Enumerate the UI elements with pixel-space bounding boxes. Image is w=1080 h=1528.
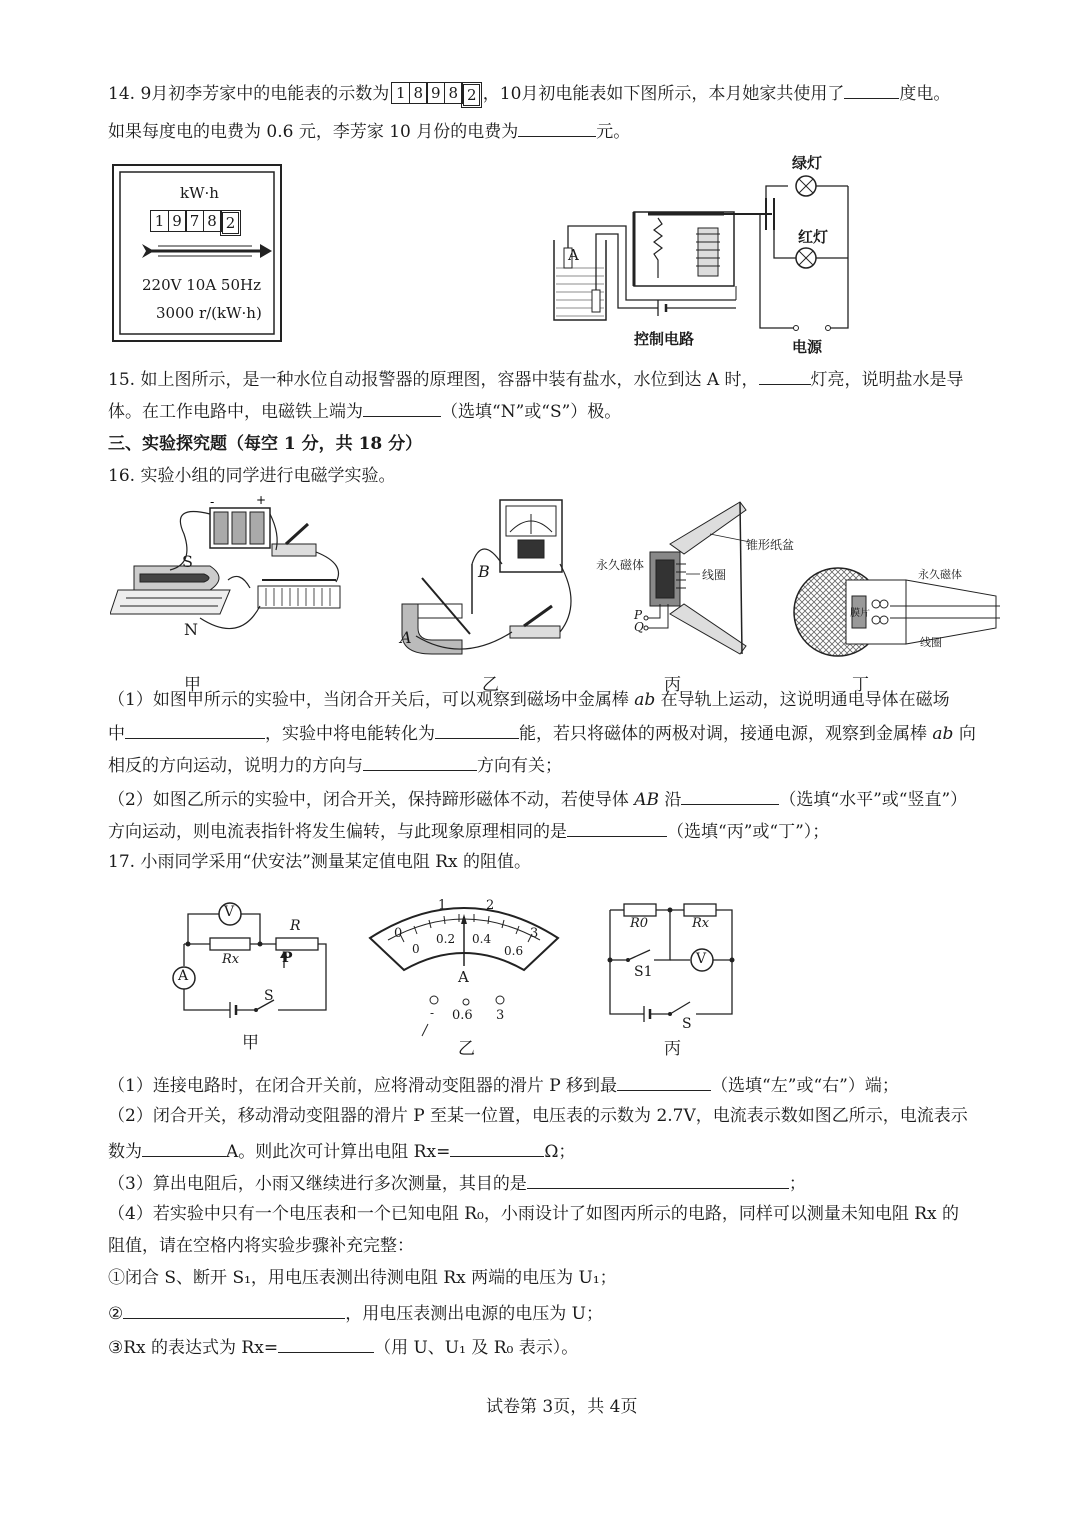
q17-label-jia: 甲 (242, 1033, 259, 1053)
yi-label-b: B (478, 562, 490, 581)
q17-blank-6[interactable] (278, 1334, 374, 1353)
q16-blank-2[interactable] (435, 720, 519, 739)
q17-blank-2[interactable] (142, 1138, 226, 1157)
q17-p1 (108, 1072, 899, 1098)
q14-line2 (108, 118, 630, 144)
q15-blank-lamp[interactable] (759, 366, 811, 385)
fig-label-jia: 甲 (184, 675, 201, 695)
q17-step1: ①闭合 S、断开 S₁，用电压表测出待测电阻 Rx 两端的电压为 U₁； (108, 1268, 617, 1288)
q17-p3-text-b: ； (788, 1174, 806, 1194)
fig-bing-speaker (590, 494, 795, 664)
q14-line1 (108, 80, 950, 108)
q17-p3 (108, 1170, 806, 1196)
q16-p2-line2 (108, 818, 829, 844)
fig-jia-rail-motor (110, 494, 360, 664)
q15-text-a: 15. 如上图所示，是一种水位自动报警器的原理图，容器中装有盐水，水位到达 A 时， (108, 370, 759, 390)
svg-text:-: - (210, 495, 215, 509)
jia-label-n: N (184, 620, 198, 639)
section-title-3: 三、实验探究题（每空 1 分，共 18 分） (108, 434, 423, 454)
q17-p2-line2 (108, 1138, 575, 1164)
q17-blank-4[interactable] (527, 1170, 789, 1189)
q17-p1-text: （1）连接电路时，在闭合开关前，应将滑动变阻器的滑片 P 移到最 (108, 1076, 618, 1096)
sep-digit: 8 (444, 82, 463, 104)
q16-p1-text-f: 向 (953, 724, 976, 744)
dial-unit: A (458, 968, 469, 986)
water-alarm-figure (548, 150, 868, 355)
q17-p4-line1: （4）若实验中只有一个电压表和一个已知电阻 R₀，小雨设计了如图丙所示的电路，同样可以测量未知电阻 Rx 的 (108, 1204, 960, 1224)
q16-blank-1[interactable] (125, 720, 265, 739)
q16-p2-text-e: （选填“丙”或“丁”）； (667, 822, 830, 842)
fig-label-ding: 丁 (852, 675, 869, 695)
q17-step3-text: ③Rx 的表达式为 Rx= (108, 1338, 279, 1358)
q17-p3-text: （3）算出电阻后，小雨又继续进行多次测量，其目的是 (108, 1174, 527, 1194)
q15-blank-pole[interactable] (363, 398, 441, 417)
q17-bing-s1-label: S1 (634, 964, 653, 980)
alarm-label-power: 电源 (792, 338, 823, 356)
q17-label-bing: 丙 (664, 1039, 681, 1059)
q17-jia-p-label: P (282, 950, 293, 966)
q17-jia-voltmeter-label: V (224, 904, 235, 920)
q17-bing-voltmeter-label: V (696, 951, 707, 967)
meter-digit: 9 (168, 210, 187, 232)
sep-digit: 8 (409, 82, 428, 104)
q16-p2-text-d: 方向运动，则电流表指针将发生偏转，与此现象原理相同的是 (108, 822, 567, 842)
q17-blank-5[interactable] (123, 1300, 345, 1319)
q17-bing-diagram (604, 896, 744, 1032)
q17-label-yi: 乙 (458, 1039, 475, 1059)
q17-p2-text-b: A。则此次可计算出电阻 Rx= (226, 1142, 451, 1162)
q16-p2-text-c: （选填“水平”或“竖直”） (779, 790, 968, 810)
q16-p2-text-b: 沿 (659, 790, 682, 810)
q17-blank-3[interactable] (450, 1138, 544, 1157)
q16-p1-text-b: 在导轨上运动，这说明通电导体在磁场 (655, 690, 950, 710)
sep-digit-decimal: 2 (461, 82, 482, 108)
q15-text-c: 体。在工作电路中，电磁铁上端为 (108, 402, 363, 422)
dial-bottom-3: 0.6 (504, 944, 524, 958)
sep-digit: 1 (391, 82, 410, 104)
q16-AB: AB (634, 790, 659, 810)
q17-jia-diagram (166, 896, 336, 1026)
q17-jia-r-label: R (290, 918, 301, 934)
yi-label-a: A (400, 628, 412, 647)
energy-meter-figure (112, 164, 282, 344)
fig-bing-diagram (590, 494, 790, 664)
q16-ab: ab (634, 690, 656, 710)
q15-text-b: 灯亮，说明盐水是导 (810, 370, 964, 390)
q16-p1-text-g: 相反的方向运动，说明力的方向与 (108, 756, 363, 776)
q17-step3 (108, 1334, 578, 1360)
dial-bottom-2: 0.4 (472, 932, 492, 946)
q17-bing-r0-label: R0 (630, 916, 649, 931)
q15-text-d: （选填“N”或“S”）极。 (441, 402, 622, 422)
fig-label-yi: 乙 (482, 675, 499, 695)
q17-p2-text-c: Ω； (544, 1142, 576, 1162)
fig-yi-induction (392, 494, 592, 664)
alarm-label-a: A (568, 246, 579, 264)
meter-reading (150, 210, 240, 236)
q17-fig-yi-ammeter (364, 890, 564, 1040)
q16-p1-text-e: 能，若只将磁体的两极对调，接通电源，观察到金属棒 (519, 724, 933, 744)
alarm-label-red: 红灯 (798, 228, 829, 246)
q16-p1-text: （1）如图甲所示的实验中，当闭合开关后，可以观察到磁场中金属棒 (108, 690, 635, 710)
bing-label-p: P (634, 608, 643, 622)
bing-label-coil: 线圈 (702, 568, 727, 582)
dial-bottom-0: 0 (412, 942, 420, 956)
sep-meter-reading (391, 82, 481, 108)
q17-bing-rx-label: Rx (692, 916, 710, 931)
q16-p1-line3 (108, 752, 562, 778)
q16-p1-text-h: 方向有关； (477, 756, 562, 776)
q15-line2 (108, 398, 621, 424)
meter-rating: 220V 10A 50Hz (142, 276, 261, 294)
q17-fig-bing-circuit (604, 896, 744, 1032)
q14-mid: ，10月初电能表如下图所示，本月她家共使用了 (482, 84, 845, 104)
fig-ding-diagram (790, 560, 1010, 670)
dial-terminal-0.6: 0.6 (452, 1008, 473, 1023)
dial-bottom-1: 0.2 (436, 932, 456, 946)
dial-top-0: 0 (394, 926, 403, 941)
q16-blank-3[interactable] (363, 752, 477, 771)
q17-p2-text: 数为 (108, 1142, 142, 1162)
q16-ab-2: ab (932, 724, 954, 744)
meter-constant: 3000 r/(kW·h) (156, 304, 262, 322)
q14-blank-fee[interactable] (518, 118, 596, 137)
q14-blank-kwh[interactable] (844, 80, 899, 99)
q14-line2-suffix: 元。 (596, 122, 631, 142)
fig-jia-diagram (110, 494, 360, 664)
bing-label-q: Q (634, 620, 644, 634)
dial-terminal-3: 3 (496, 1008, 505, 1023)
q16-p2-text: （2）如图乙所示的实验中，闭合开关，保持蹄形磁体不动，若使导体 (108, 790, 635, 810)
jia-label-s: S (182, 552, 193, 571)
dial-top-1: 1 (438, 898, 447, 913)
page-footer: 试卷第 3页，共 4页 (486, 1397, 638, 1417)
sep-digit: 9 (426, 82, 445, 104)
ding-label-coil: 线圈 (920, 636, 942, 649)
q17-blank-1[interactable] (617, 1072, 711, 1091)
meter-digit-decimal: 2 (220, 210, 241, 236)
meter-digit: 8 (203, 210, 222, 232)
alarm-label-control: 控制电路 (634, 330, 695, 348)
q17-p4-line2: 阻值，请在空格内将实验步骤补充完整： (108, 1236, 414, 1256)
meter-digit: 1 (150, 210, 169, 232)
q17-step2-num: ② (108, 1304, 124, 1324)
svg-text:+: + (256, 494, 267, 507)
q16-p1-line2 (108, 720, 976, 746)
q17-step2 (108, 1300, 603, 1326)
water-alarm-diagram (548, 150, 868, 355)
q16-p2-line1 (108, 786, 967, 812)
q17-step3-text-b: （用 U、U₁ 及 R₀ 表示）。 (374, 1338, 579, 1358)
ding-label-magnet: 永久磁体 (918, 568, 962, 581)
q16-blank-4[interactable] (681, 786, 779, 805)
q17-jia-ammeter-label: A (178, 968, 189, 984)
q16-p1-line1 (108, 688, 950, 712)
q16-intro: 16. 实验小组的同学进行电磁学实验。 (108, 466, 396, 486)
q17-p2-line1: （2）闭合开关，移动滑动变阻器的滑片 P 至某一位置，电压表的示数为 2.7V，电流表示数如图乙所示，电流表示 (108, 1106, 968, 1126)
dial-terminal-neg: - (430, 1006, 435, 1020)
q17-intro: 17. 小雨同学采用“伏安法”测量某定值电阻 Rx 的阻值。 (108, 852, 532, 872)
fig-ding-microphone (790, 560, 1010, 670)
q14-prefix: 14. 9月初李芳家中的电能表的示数为 (108, 84, 390, 104)
alarm-label-green: 绿灯 (792, 154, 823, 172)
bing-label-magnet: 永久磁体 (596, 558, 645, 572)
q14-suffix: 度电。 (899, 84, 951, 104)
q17-bing-s-label: S (682, 1016, 692, 1032)
fig-label-bing: 丙 (664, 675, 681, 695)
q17-p1-text-b: （选填“左”或“右”）端； (711, 1076, 899, 1096)
meter-unit: kW·h (180, 184, 219, 202)
bing-label-cone: 锥形纸盆 (746, 538, 795, 552)
q16-p1-text-d: ，实验中将电能转化为 (265, 724, 435, 744)
fig-yi-diagram (392, 494, 592, 664)
ding-label-film: 膜片 (850, 608, 870, 619)
q15-line1 (108, 366, 964, 392)
q16-blank-5[interactable] (567, 818, 667, 837)
q17-step2-text: ，用电压表测出电源的电压为 U； (345, 1304, 603, 1324)
q17-jia-s-label: S (264, 988, 274, 1004)
q17-fig-jia-circuit (166, 896, 336, 1026)
meter-digit: 7 (185, 210, 204, 232)
q14-line2-text: 如果每度电的电费为 0.6 元，李芳家 10 月份的电费为 (108, 122, 519, 142)
dial-top-2: 2 (486, 898, 495, 913)
q16-p1-text-c: 中 (108, 724, 125, 744)
q17-jia-rx-label: Rx (222, 952, 240, 967)
dial-top-3: 3 (530, 926, 539, 941)
